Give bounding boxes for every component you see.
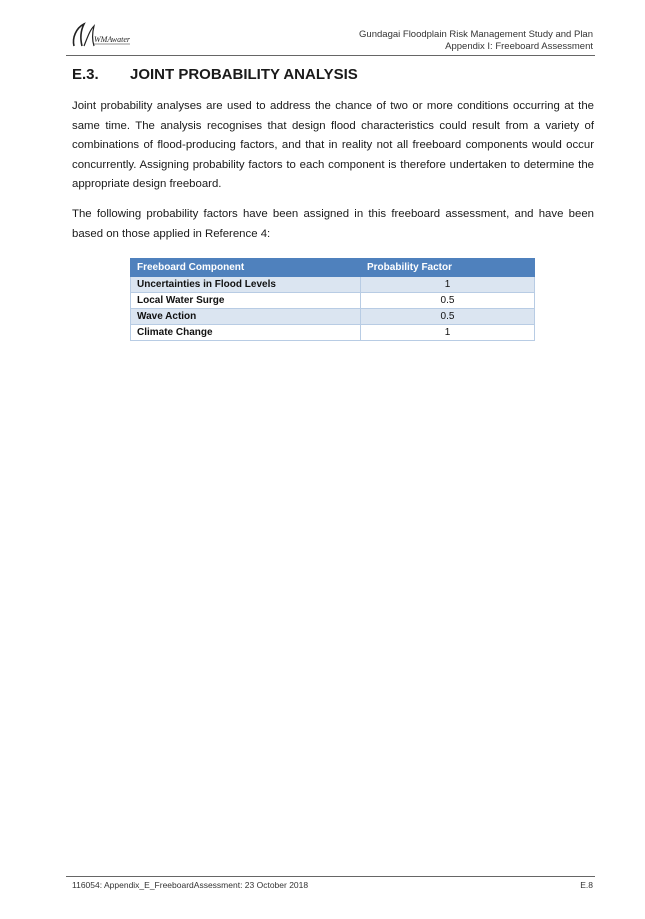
header-divider <box>66 55 595 56</box>
header-title: Gundagai Floodplain Risk Management Study and Plan <box>359 29 593 40</box>
probability-factor-table <box>130 258 535 341</box>
page-number: E.8 <box>580 880 593 890</box>
logo-text: WMAwater <box>94 35 130 44</box>
cell-factor: 0.5 <box>361 309 535 325</box>
cell-component: Uncertainties in Flood Levels <box>131 277 361 293</box>
company-logo <box>68 20 132 50</box>
section-number: E.3. <box>72 66 99 83</box>
cell-factor: 0.5 <box>361 293 535 309</box>
section-heading <box>72 66 358 83</box>
header-subtitle: Appendix I: Freeboard Assessment <box>445 41 593 52</box>
table-row <box>131 309 535 325</box>
column-header-component: Freeboard Component <box>131 259 361 277</box>
section-title: JOINT PROBABILITY ANALYSIS <box>130 66 358 83</box>
cell-component: Wave Action <box>131 309 361 325</box>
wave-logo-icon <box>68 20 132 50</box>
cell-factor: 1 <box>361 325 535 341</box>
cell-factor: 1 <box>361 277 535 293</box>
paragraph-probability-factors: The following probability factors have been assigned in this freeboard assessment, and have been based on those applied in Reference 4: <box>72 208 594 240</box>
table-row <box>131 277 535 293</box>
cell-component: Climate Change <box>131 325 361 341</box>
table-row <box>131 293 535 309</box>
column-header-factor: Probability Factor <box>361 259 535 277</box>
table-row <box>131 325 535 341</box>
cell-component: Local Water Surge <box>131 293 361 309</box>
document-header <box>359 29 593 53</box>
table-header-row <box>131 259 535 277</box>
footer-document-reference: 116054: Appendix_E_FreeboardAssessment: 23 October 2018 <box>72 880 309 890</box>
footer-divider <box>66 876 595 877</box>
paragraph-joint-probability: Joint probability analyses are used to address the chance of two or more conditions occurring at the same time. The analysis recognises that design flood characteristics could result from a variety of combinations of flood-producing factors, and that in reality not all freeboard components would occur concurrently. Assigning probability factors to each component is therefore undertaken to determine the appropriate design freeboard. <box>72 100 594 190</box>
